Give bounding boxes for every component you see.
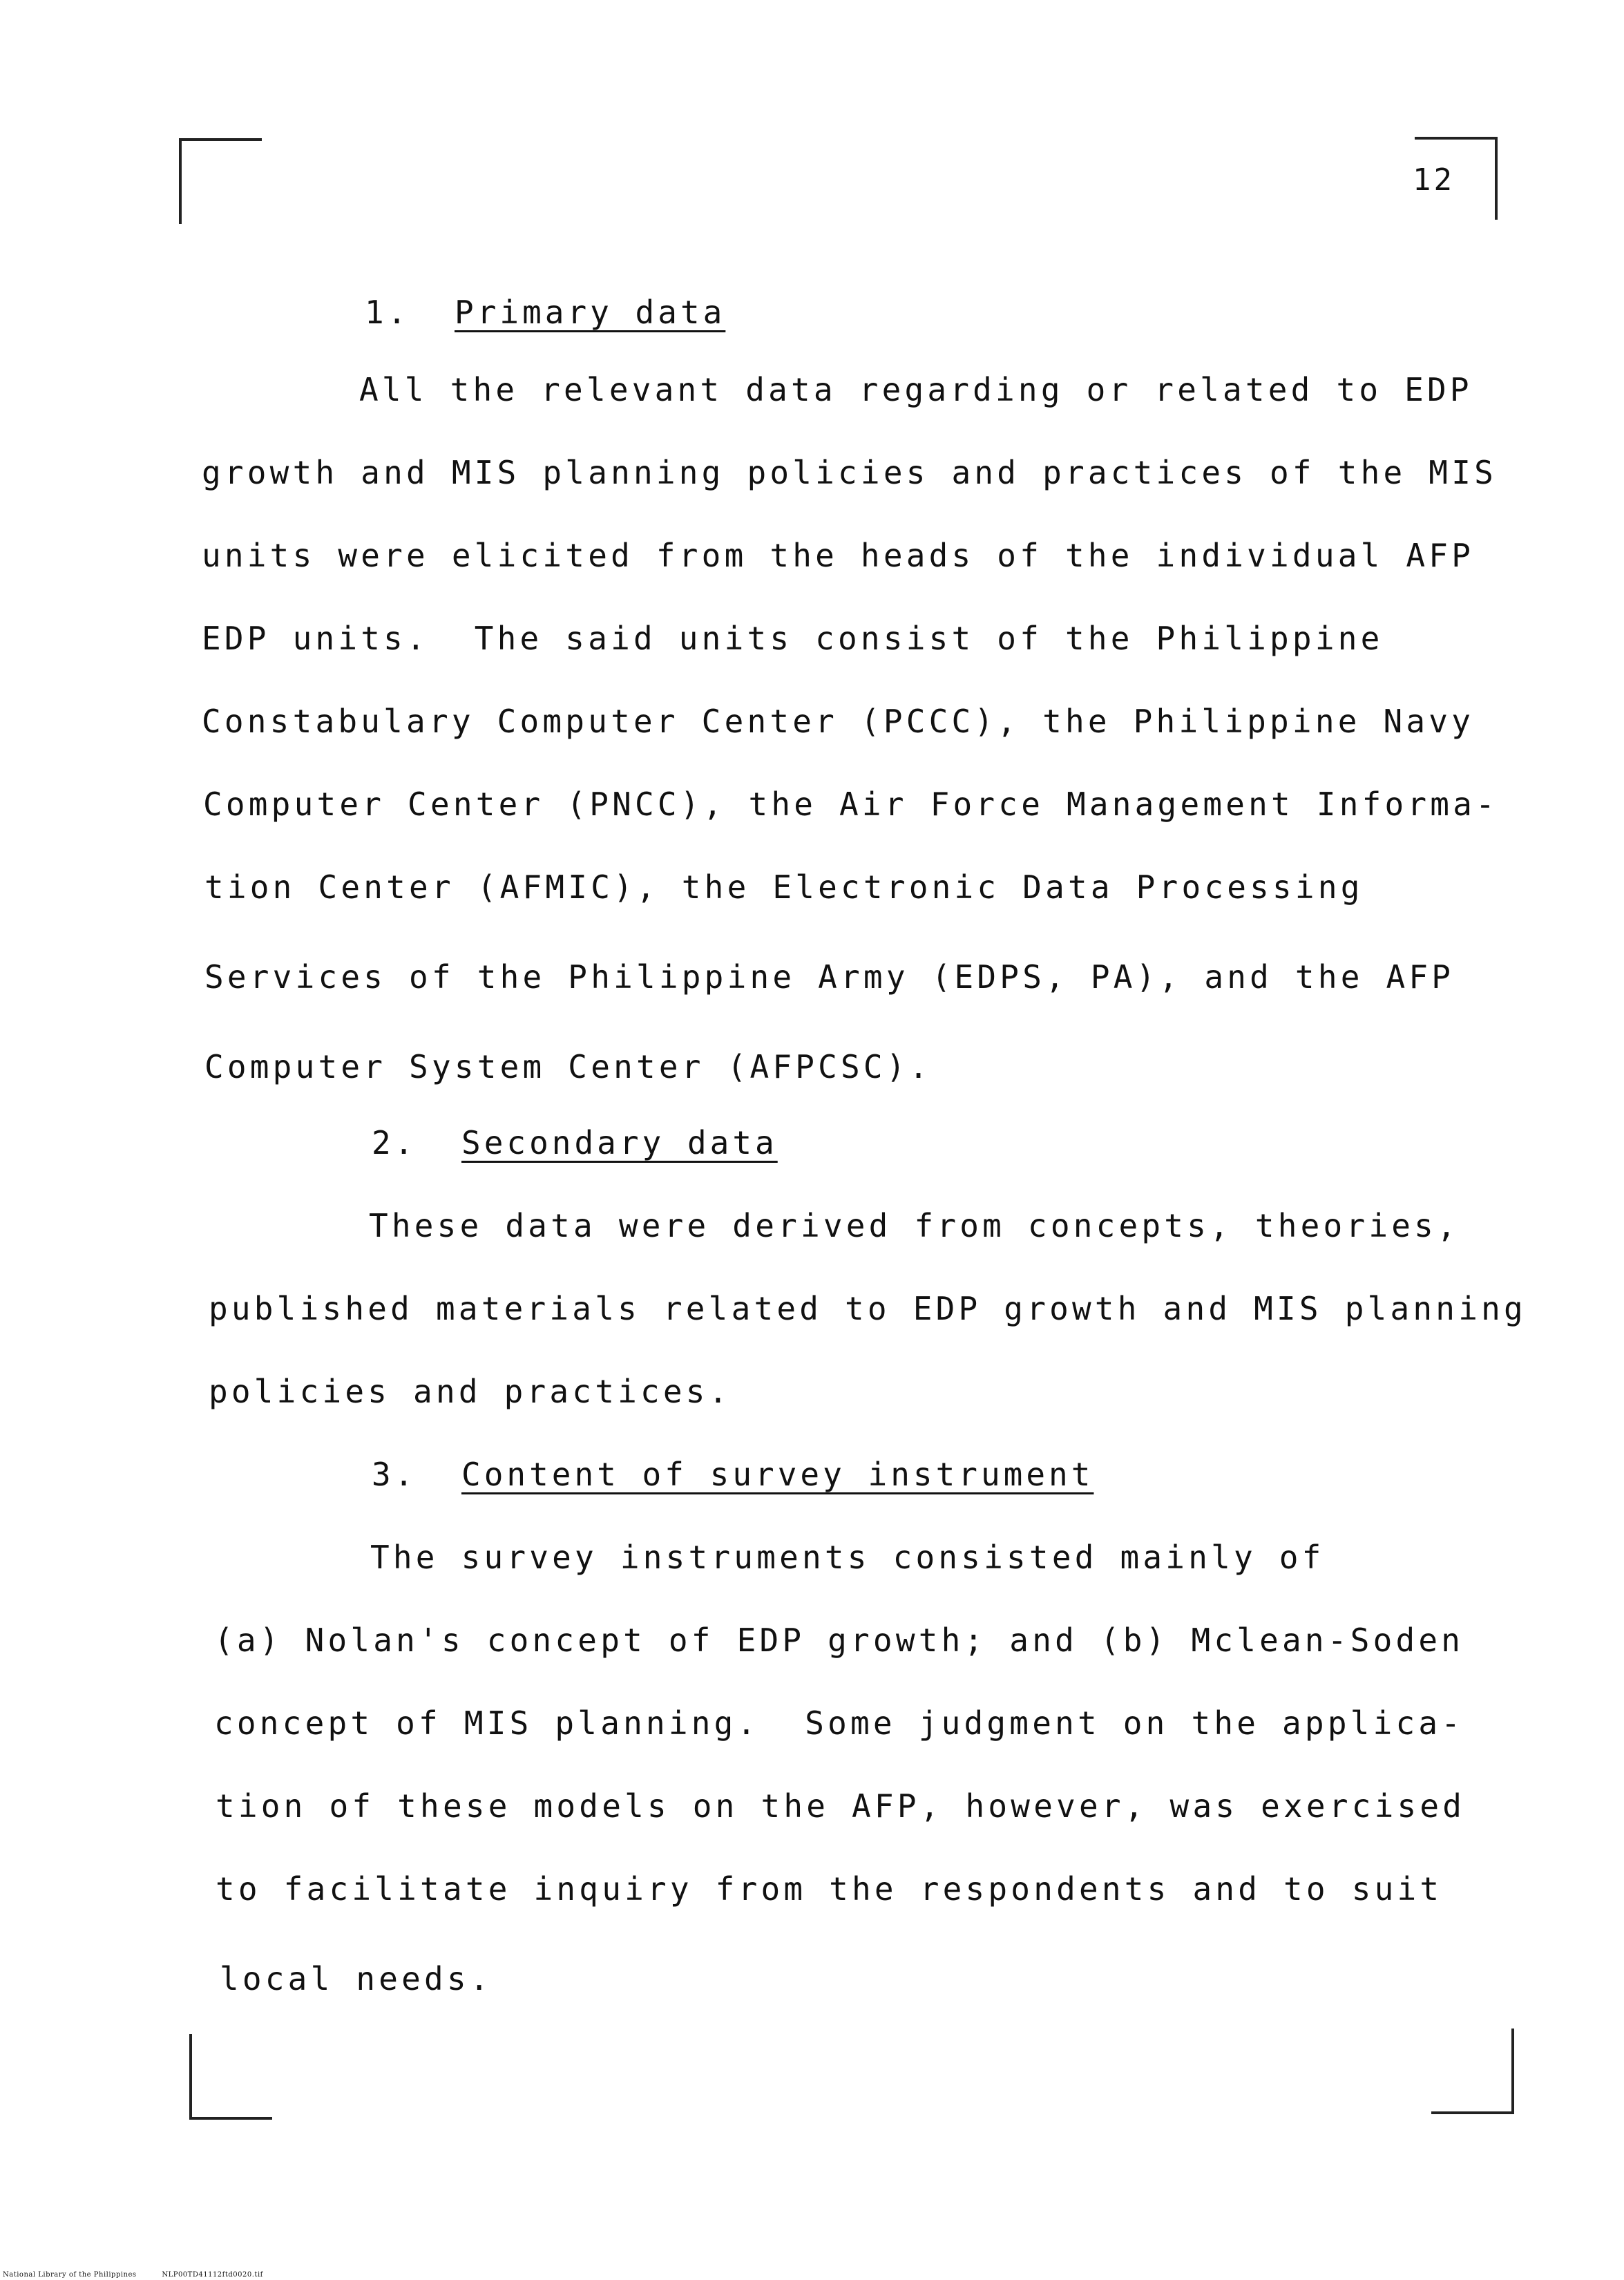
crop-mark-bottom-left: [189, 2034, 272, 2120]
body-line: policies and practices.: [209, 1373, 732, 1410]
body-line: The survey instruments consisted mainly of: [370, 1539, 1325, 1576]
body-line: Computer System Center (AFPCSC).: [204, 1048, 932, 1085]
section-title: Primary data: [455, 294, 726, 331]
body-line: tion of these models on the AFP, however, was exercised: [216, 1787, 1466, 1825]
body-line: (a) Nolan's concept of EDP growth; and (b) Mclean-Soden: [214, 1622, 1464, 1659]
body-line: Constabulary Computer Center (PCCC), the Philippine Navy: [202, 703, 1475, 740]
body-line: published materials related to EDP growth and MIS planning: [209, 1290, 1527, 1327]
body-line: Services of the Philippine Army (EDPS, PA), and the AFP: [204, 958, 1455, 996]
section-heading-secondary-data: [372, 1123, 778, 1162]
scan-footer: [3, 2271, 263, 2279]
body-line: These data were derived from concepts, theories,: [369, 1207, 1460, 1244]
section-number: 1.: [365, 294, 410, 331]
section-heading-survey-instrument: [372, 1455, 1093, 1494]
crop-mark-bottom-right: [1431, 2029, 1514, 2114]
body-line: growth and MIS planning policies and practices of the MIS: [202, 454, 1497, 491]
body-line: concept of MIS planning. Some judgment on the applica-: [214, 1704, 1464, 1742]
crop-mark-top-left: [179, 138, 262, 224]
body-line: EDP units. The said units consist of the Philippine: [202, 620, 1384, 657]
section-title: Secondary data: [461, 1124, 778, 1161]
body-line: local needs.: [220, 1960, 493, 1997]
body-line: All the relevant data regarding or related to EDP: [359, 371, 1473, 408]
body-line: Computer Center (PNCC), the Air Force Management Informa-: [203, 786, 1498, 823]
footer-library: National Library of the Philippines: [3, 2271, 137, 2279]
footer-filename: NLP00TD41112ftd0020.tif: [162, 2271, 263, 2279]
body-line: units were elicited from the heads of the individual AFP: [202, 537, 1475, 574]
page-number: 12: [1413, 162, 1455, 198]
section-number: 3.: [372, 1456, 417, 1493]
section-heading-primary-data: [365, 293, 725, 332]
section-number: 2.: [372, 1124, 417, 1161]
section-title: Content of survey instrument: [461, 1456, 1094, 1493]
body-line: tion Center (AFMIC), the Electronic Data Processing: [204, 868, 1364, 906]
body-line: to facilitate inquiry from the respondents and to suit: [216, 1870, 1443, 1908]
